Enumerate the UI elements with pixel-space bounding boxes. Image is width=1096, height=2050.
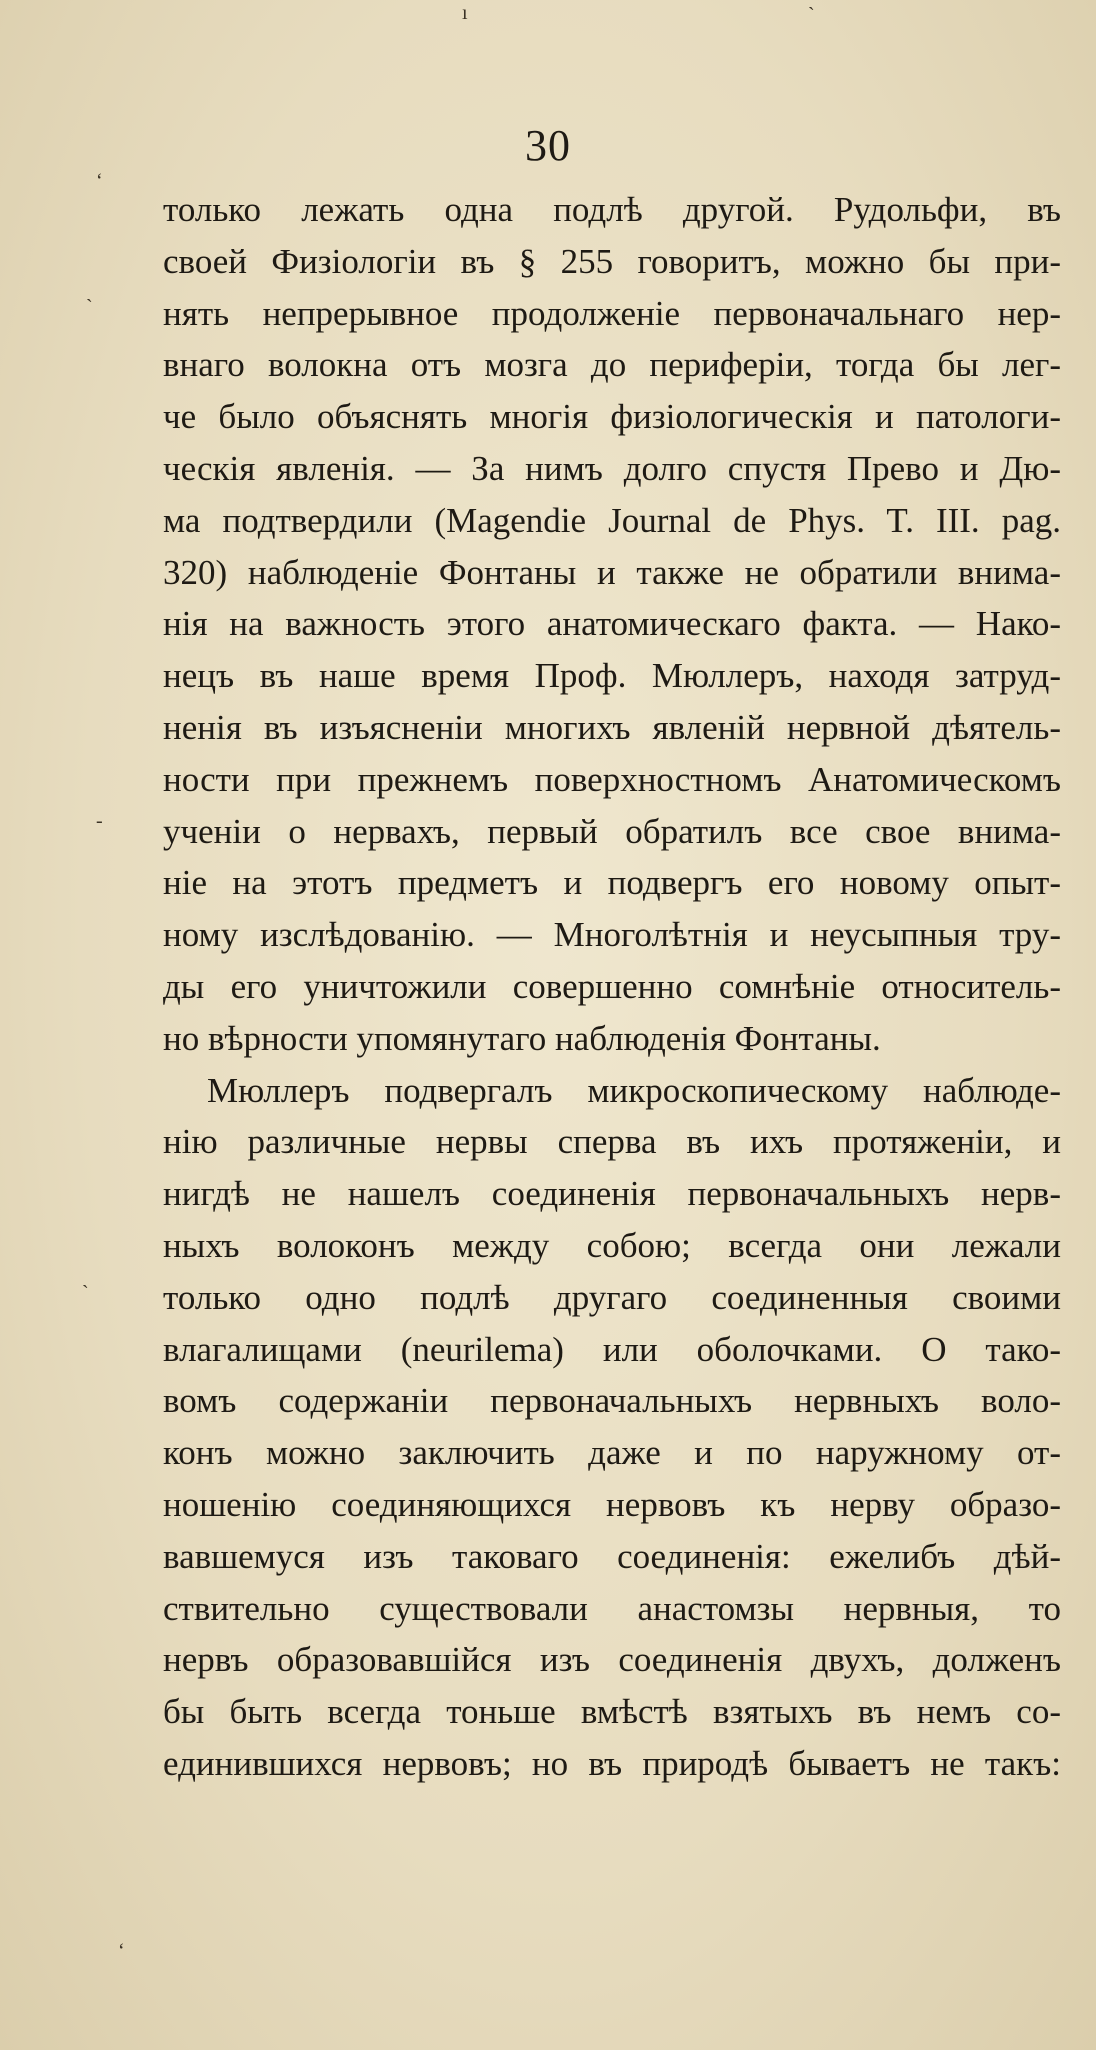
paragraph-1 — [163, 184, 1061, 1065]
text-line: конъ можно заключить даже и по наружному от- — [163, 1433, 1061, 1473]
print-mark: ` — [86, 296, 93, 318]
text-line: че было объяснять многія физіологическія и патологи- — [163, 397, 1061, 437]
text-line: но вѣрности упомянутаго наблюденія Фонтаны. — [163, 1018, 881, 1058]
text-line: своей Физіологіи въ § 255 говоритъ, можно бы при- — [163, 241, 1061, 281]
text-line: ненія въ изъясненіи многихъ явленій нервной дѣятель- — [163, 707, 1061, 747]
text-line: нять непрерывное продолженіе первоначальнаго нер- — [163, 293, 1061, 333]
text-line: ности при прежнемъ поверхностномъ Анатомическомъ — [163, 759, 1061, 799]
text-line: влагалищами (neurilema) или оболочками. О тако- — [163, 1329, 1061, 1369]
text-line: ученіи о нервахъ, первый обратилъ все свое внима- — [163, 811, 1061, 851]
print-mark: ı — [462, 2, 468, 24]
print-mark: ` — [82, 1282, 89, 1304]
text-line: нигдѣ не нашелъ соединенія первоначальныхъ нерв- — [163, 1174, 1061, 1214]
print-mark: - — [96, 810, 103, 832]
text-line: ношенію соединяющихся нервовъ къ нерву образо- — [163, 1484, 1061, 1524]
text-line: внаго волокна отъ мозга до периферіи, тогда бы лег- — [163, 345, 1061, 385]
text-line: ныхъ волоконъ между собою; всегда они лежали — [163, 1225, 1061, 1265]
text-line: ческія явленія. — За нимъ долго спустя Прево и Дю- — [163, 448, 1061, 488]
text-line: 320) наблюденіе Фонтаны и также не обратили внима- — [163, 552, 1061, 592]
text-line: нія на важность этого анатомическаго факта. — Нако- — [163, 604, 1061, 644]
text-line: Мюллеръ подвергалъ микроскопическому наблюде- — [207, 1070, 1061, 1110]
text-line: ды его уничтожили совершенно сомнѣніе относитель- — [163, 966, 1061, 1006]
text-line: ствительно существовали анастомзы нервныя, то — [163, 1588, 1061, 1628]
text-line: вомъ содержаніи первоначальныхъ нервныхъ воло- — [163, 1381, 1061, 1421]
print-mark: ʻ — [96, 170, 103, 192]
text-line: бы быть всегда тоньше вмѣстѣ взятыхъ въ немъ со- — [163, 1692, 1061, 1732]
text-line: ма подтвердили (Magendie Journal de Phys. T. III. pag. — [163, 500, 1061, 540]
print-mark: ` — [808, 4, 815, 26]
paragraph-2 — [163, 1065, 1061, 1790]
text-line: вавшемуся изъ таковаго соединенія: ежелибъ дѣй- — [163, 1536, 1061, 1576]
text-line: нервъ образовавшійся изъ соединенія двухъ, долженъ — [163, 1640, 1061, 1680]
text-line: единившихся нервовъ; но въ природѣ бываетъ не такъ: — [163, 1743, 1061, 1783]
body-text — [163, 184, 1061, 1790]
text-line: ніе на этотъ предметъ и подвергъ его новому опыт- — [163, 863, 1061, 903]
print-mark: ʻ — [118, 1940, 125, 1962]
page-number: 30 — [525, 121, 571, 170]
text-line: только лежать одна подлѣ другой. Рудольфи, въ — [163, 190, 1061, 229]
text-line: нецъ въ наше время Проф. Мюллеръ, находя затруд- — [163, 656, 1061, 696]
text-line: нію различные нервы сперва въ ихъ протяженіи, и — [163, 1122, 1061, 1162]
text-line: ному изслѣдованію. — Многолѣтнія и неусыпныя тру- — [163, 915, 1061, 955]
text-line: только одно подлѣ другаго соединенныя своими — [163, 1277, 1061, 1317]
